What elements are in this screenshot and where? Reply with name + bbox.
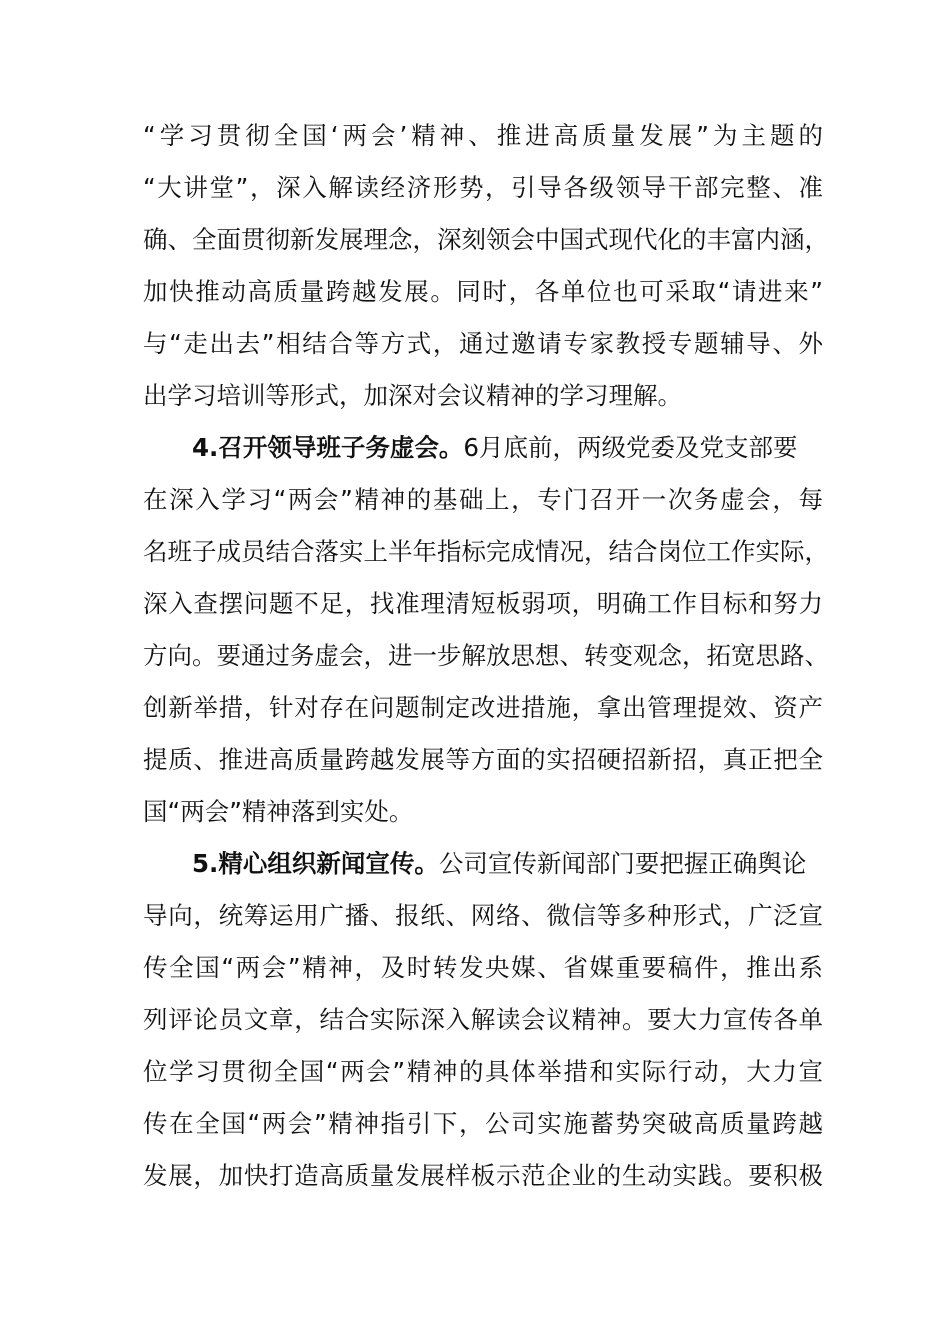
text-line: 方向。要通过务虚会，进一步解放思想、转变观念，拓宽思路、 bbox=[143, 641, 829, 670]
text-line: 列评论员文章，结合实际深入解读会议精神。要大力宣传各单 bbox=[143, 1005, 823, 1034]
text-line: “学习贯彻全国‘两会’精神、推进高质量发展”为主题的 bbox=[143, 121, 823, 150]
text-line: 导向，统筹运用广播、报纸、网络、微信等多种形式，广泛宣 bbox=[143, 901, 823, 930]
text-line: 传在全国“两会”精神指引下，公司实施蓄势突破高质量跨越 bbox=[143, 1109, 823, 1138]
text-line: 国“两会”精神落到实处。 bbox=[143, 797, 414, 826]
paragraph-first-line bbox=[143, 838, 823, 890]
text-line: 提质、推进高质量跨越发展等方面的实招硬招新招，真正把全 bbox=[143, 745, 823, 774]
text-line: 名班子成员结合落实上半年指标完成情况，结合岗位工作实际， bbox=[143, 537, 829, 566]
text-line: 位学习贯彻全国“两会”精神的具体举措和实际行动，大力宣 bbox=[143, 1057, 823, 1086]
section-heading: 4.召开领导班子务虚会。 bbox=[192, 433, 464, 462]
paragraph-news-publicity bbox=[143, 838, 823, 1202]
document-body bbox=[143, 110, 829, 1202]
text-line: 创新举措，针对存在问题制定改进措施，拿出管理提效、资产 bbox=[143, 693, 823, 722]
section-heading: 5.精心组织新闻宣传。 bbox=[192, 849, 439, 878]
text-line: 发展，加快打造高质量发展样板示范企业的生动实践。要积极 bbox=[143, 1161, 823, 1190]
paragraph-leadership-meeting bbox=[143, 422, 829, 838]
paragraph-first-line bbox=[143, 422, 823, 474]
text-line: 加快推动高质量跨越发展。同时，各单位也可采取“请进来” bbox=[143, 277, 823, 306]
text-line: 与“走出去”相结合等方式，通过邀请专家教授专题辅导、外 bbox=[143, 329, 823, 358]
text-line: 传全国“两会”精神，及时转发央媒、省媒重要稿件，推出系 bbox=[143, 953, 823, 982]
text-line: 深入查摆问题不足，找准理清短板弱项，明确工作目标和努力 bbox=[143, 589, 823, 618]
text-line: 确、全面贯彻新发展理念，深刻领会中国式现代化的丰富内涵， bbox=[143, 225, 829, 254]
text-line: “大讲堂”，深入解读经济形势，引导各级领导干部完整、准 bbox=[143, 173, 823, 202]
text-line: 在深入学习“两会”精神的基础上，专门召开一次务虚会，每 bbox=[143, 485, 823, 514]
text-run: 6月底前，两级党委及党支部要 bbox=[463, 433, 798, 462]
text-line: 出学习培训等形式，加深对会议精神的学习理解。 bbox=[143, 381, 682, 410]
text-run: 公司宣传新闻部门要把握正确舆论 bbox=[438, 849, 807, 878]
paragraph-continuation bbox=[143, 110, 829, 422]
